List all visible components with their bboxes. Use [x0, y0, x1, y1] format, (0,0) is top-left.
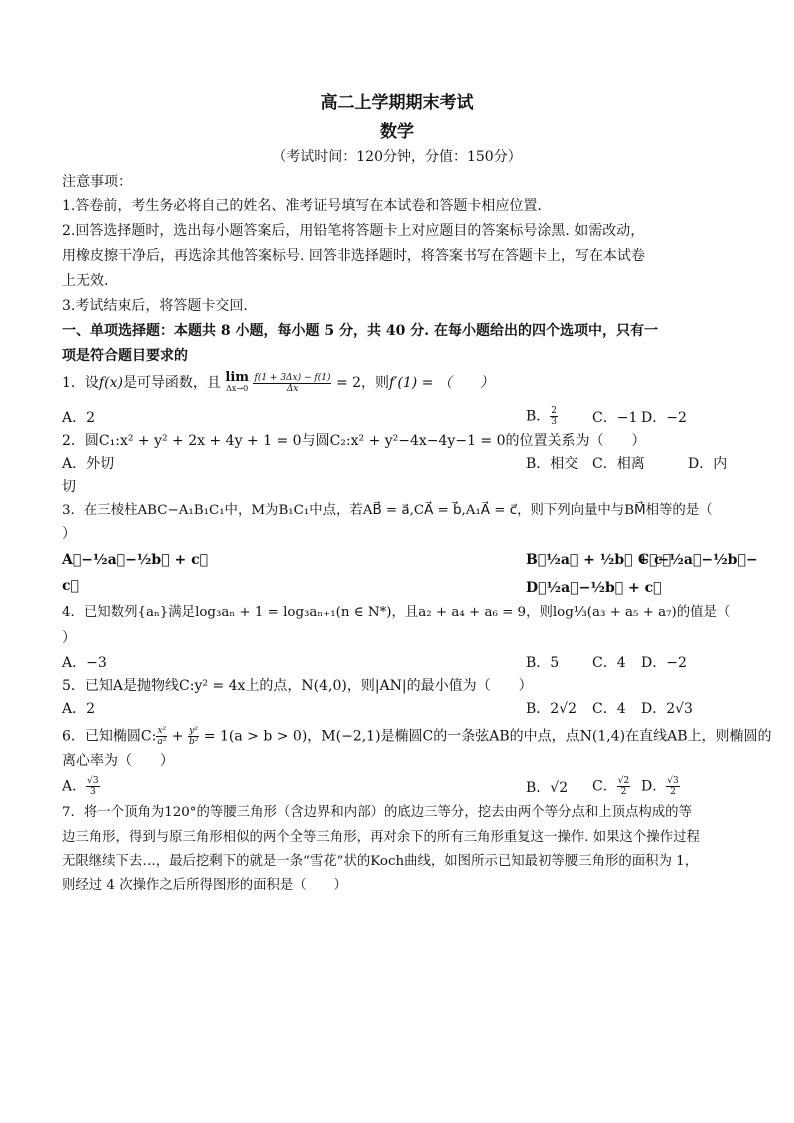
q6-option-c-den: 2 — [620, 787, 627, 797]
question-1 — [62, 372, 494, 394]
exam-title: 高二上学期期末考试 — [320, 93, 474, 113]
q5-option-c[interactable]: C．4 — [592, 701, 626, 717]
exam-info: （考试时间：120分钟，分值：150分） — [272, 149, 522, 165]
q1-option-b-num: 2 — [551, 406, 558, 416]
q4-cont: ） — [62, 630, 76, 646]
q1-fx: f(x) — [98, 375, 123, 391]
q6-prefix: 6．已知椭圆C: — [62, 728, 157, 745]
q6-option-c-num: √2 — [617, 776, 630, 786]
question-6: 6．已知椭圆C: $\frac{\text{x²}}{\text{a²}}$ + $\frac{\text{y²}}{\text{b²}}$ = 1(a > b > 0)，M(−2,1)是椭圆C的一条弦AB的中点，点N(1,4)在直线AB上，则椭圆的 — [62, 726, 772, 747]
q4-option-b[interactable]: B．5 — [526, 655, 560, 671]
q2-option-b[interactable]: B．相交 — [526, 456, 579, 472]
q1-lim-sub: Δx→0 — [226, 384, 249, 393]
q3-option-a[interactable]: A．−½a⃗−½b⃗ + c⃗ — [62, 552, 208, 568]
note-2-line-3: 上无效. — [62, 273, 109, 289]
q6-option-d-den: 2 — [670, 787, 676, 797]
q1-option-a[interactable]: A．2 — [62, 410, 96, 426]
q3-option-d[interactable]: D．½a⃗−½b⃗ + c⃗ — [526, 580, 662, 596]
q4-option-c[interactable]: C．4 — [592, 655, 626, 671]
q3-option-b[interactable]: B．½a⃗ + ½b⃗ + c⃗ — [526, 552, 671, 568]
q1-prefix: 1．设 — [62, 375, 99, 391]
question-7-line-1: 7．将一个顶角为120°的等腰三角形（含边界和内部）的底边三等分，挖去由两个等分点和上顶点构成的等 — [62, 805, 692, 820]
q5-option-b[interactable]: B．2√2 — [526, 701, 578, 717]
q6-option-b[interactable]: B．√2 — [526, 780, 569, 796]
q6-option-a-den: 3 — [89, 787, 96, 797]
q2-option-d[interactable]: D．内 — [688, 456, 728, 472]
q1-lim: lim — [225, 370, 250, 385]
q6-y-den: b² — [188, 737, 199, 747]
q2-option-c[interactable]: C．相离 — [592, 456, 645, 472]
note-1: 1.答卷前，考生务必将自己的姓名、准考证号填写在本试卷和答题卡相应位置. — [62, 198, 542, 214]
q1-fraction — [253, 373, 331, 394]
q6-x-den: a² — [157, 737, 167, 747]
q1-fprime: f′(1) = （ ） — [389, 375, 494, 391]
q4-option-a[interactable]: A．−3 — [62, 655, 107, 671]
q2-option-a[interactable]: A．外切 — [62, 456, 115, 472]
notes-heading: 注意事项： — [62, 174, 132, 190]
q2-option-d-cont: 切 — [62, 479, 76, 495]
q6-option-c[interactable] — [592, 776, 630, 797]
q6-option-d-frac — [666, 776, 679, 797]
q6-option-c-frac — [617, 776, 630, 797]
section-heading-line-2: 项是符合题目要求的 — [62, 348, 188, 364]
q1-option-d[interactable]: D．−2 — [641, 410, 687, 426]
q3-option-c[interactable]: C．−½a⃗−½b⃗− — [638, 552, 758, 568]
q1-eq: = 2，则 — [335, 375, 390, 391]
q1-mid: 是可导函数，且 — [122, 375, 221, 391]
q6-y-frac — [188, 726, 199, 747]
note-2-line-1: 2.回答选择题时，选出每小题答案后，用铅笔将答题卡上对应题目的答案标号涂黑. 如需改动， — [62, 223, 645, 239]
q6-option-a[interactable] — [62, 776, 100, 797]
q6-y-num: y² — [189, 726, 198, 736]
question-7-line-4: 则经过 4 次操作之后所得图形的面积是（ ） — [62, 878, 347, 893]
q6-equation: = 1(a > b > 0)，M(−2,1)是椭圆C的一条弦AB的中点，点N(1,4)在直线AB上，则椭圆的 — [203, 728, 772, 745]
q6-option-d-label: D． — [641, 778, 667, 795]
q1-option-b-frac — [550, 406, 558, 427]
section-heading-line-1: 一、单项选择题：本题共 8 小题，每小题 5 分，共 40 分. 在每小题给出的四个选项中，只有一 — [62, 323, 658, 339]
question-5: 5．已知A是抛物线C:y² = 4x上的点，N(4,0)，则|AN|的最小值为（ ） — [62, 678, 533, 694]
note-3: 3.考试结束后，将答题卡交回. — [62, 298, 248, 314]
q6-option-d[interactable] — [641, 776, 680, 797]
q6-option-d-num: √3 — [667, 776, 679, 786]
q6-option-a-frac — [86, 776, 99, 797]
q1-fraction-num: f(1 + 3Δx) − f(1) — [254, 372, 331, 383]
q6-option-c-label: C． — [592, 778, 617, 795]
question-7-line-2: 边三角形，得到与原三角形相似的两个全等三角形，再对余下的所有三角形重复这一操作. 如果这个操作过程 — [62, 830, 700, 845]
q6-cont: 离心率为（ ） — [62, 753, 174, 769]
q3-option-c-cont: c⃗ — [62, 578, 79, 594]
question-4: 4．已知数列{aₙ}满足log₃aₙ + 1 = log₃aₙ₊₁(n ∈ N*)，且a₂ + a₄ + a₆ = 9，则log⅓(a₃ + a₅ + a₇)的值是（ — [62, 605, 731, 620]
q1-fraction-den: Δx — [286, 383, 299, 394]
question-3: 3．在三棱柱ABC−A₁B₁C₁中，M为B₁C₁中点，若AB⃗ = a⃗,CA⃗ = b⃗,A₁A⃗ = c⃗，则下列向量中与BM⃗相等的是（ — [62, 503, 713, 518]
q6-x-frac — [156, 726, 167, 747]
note-2-line-2: 用橡皮擦干净后，再选涂其他答案标号. 回答非选择题时，将答案书写在答题卡上，写在本试卷 — [62, 248, 645, 264]
q1-option-b[interactable] — [526, 406, 558, 427]
q4-option-d[interactable]: D．−2 — [641, 655, 687, 671]
q1-option-b-den: 3 — [551, 417, 558, 427]
q3-cont: ） — [62, 526, 76, 542]
q5-option-a[interactable]: A．2 — [62, 701, 96, 717]
q1-option-c[interactable]: C．−1 — [592, 410, 638, 426]
q1-option-b-label: B． — [526, 408, 551, 425]
q5-option-d[interactable]: D．2√3 — [641, 701, 693, 717]
q6-x-num: x² — [157, 726, 167, 736]
q6-option-a-num: √3 — [87, 776, 99, 786]
question-7-line-3: 无限继续下去…，最后挖剩下的就是一条“雪花”状的Koch曲线，如图所示已知最初等腰三角形的面积为 1， — [62, 854, 699, 869]
question-2: 2．圆C₁:x² + y² + 2x + 4y + 1 = 0与圆C₂:x² + y²−4x−4y−1 = 0的位置关系为（ ） — [62, 433, 646, 449]
q6-option-a-label: A． — [62, 778, 87, 795]
exam-subject: 数学 — [380, 122, 414, 142]
